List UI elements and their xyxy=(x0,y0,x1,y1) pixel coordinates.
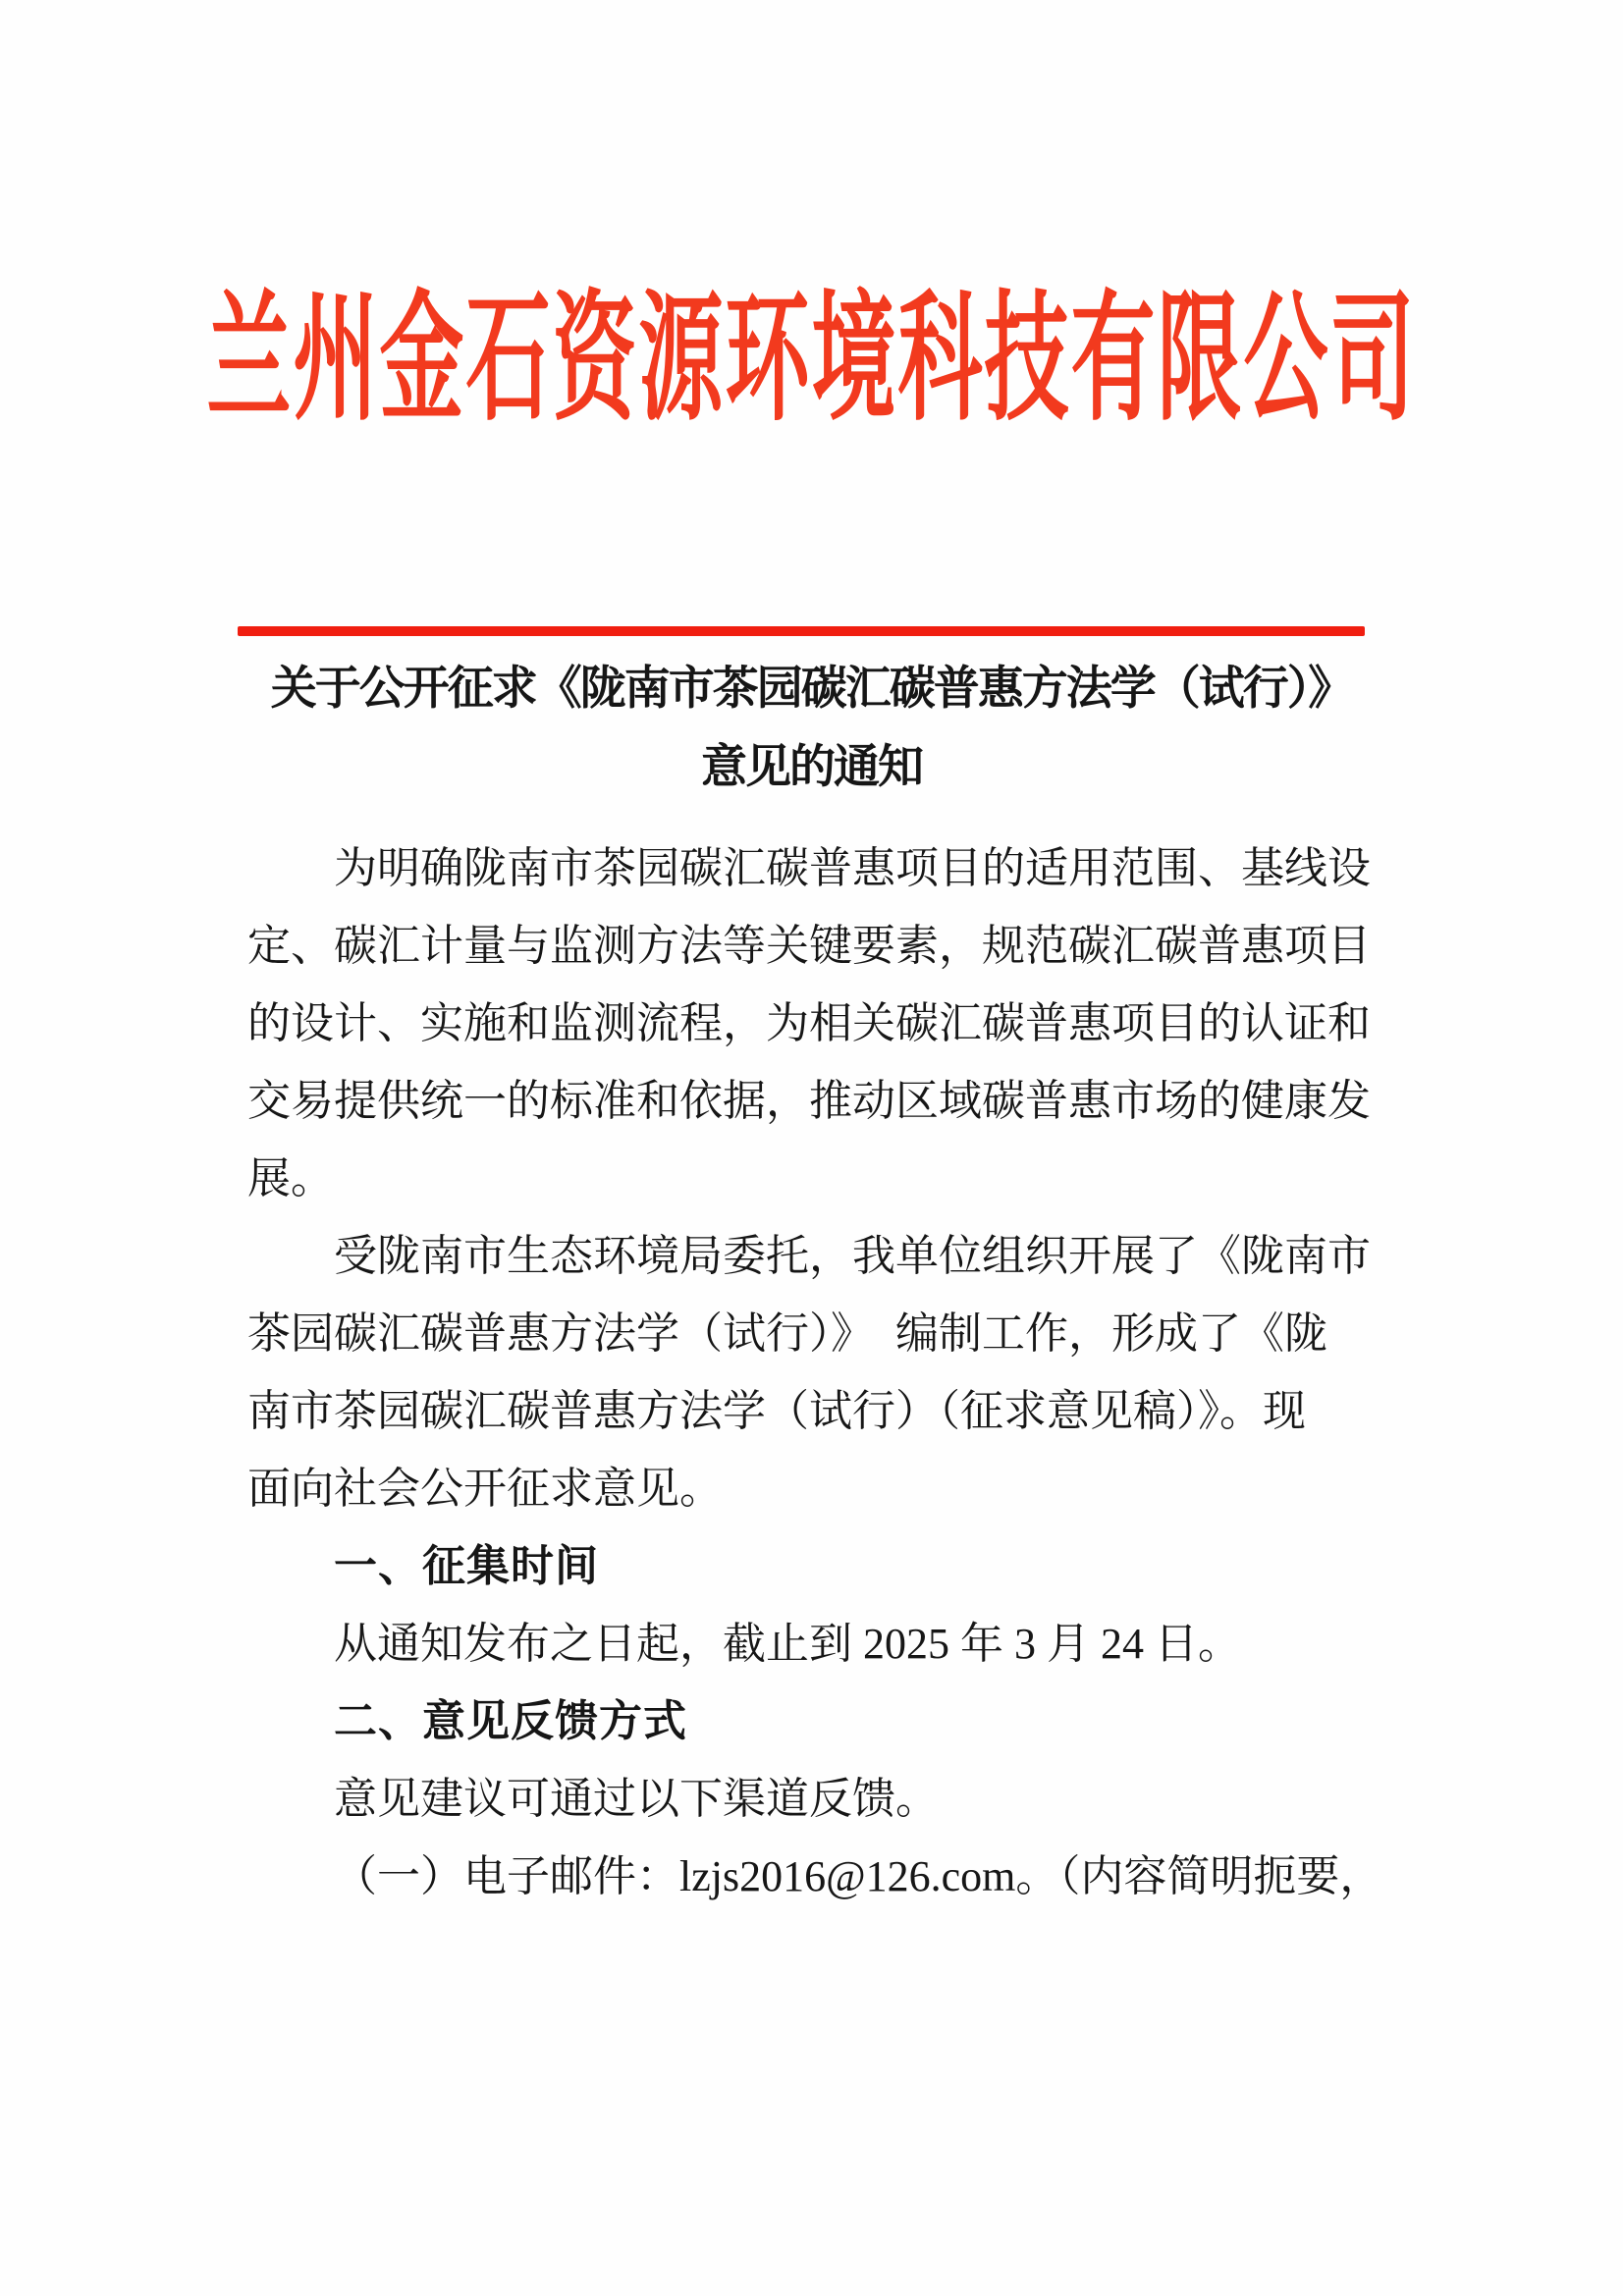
body-line: 为明确陇南市茶园碳汇碳普惠项目的适用范围、基线设 xyxy=(334,844,1371,892)
body-line: 定、碳汇计量与监测方法等关键要素，规范碳汇碳普惠项目 xyxy=(247,922,1371,970)
letterhead-divider-rule xyxy=(238,626,1365,636)
body-line: 展。 xyxy=(247,1154,334,1202)
company-name-title: 兰州金石资源环境科技有限公司 xyxy=(206,281,1417,438)
body-line: 茶园碳汇碳普惠方法学（试行）》 编制工作，形成了《陇 xyxy=(247,1309,1327,1358)
section-heading: 一、征集时间 xyxy=(334,1542,599,1590)
section-heading: 二、意见反馈方式 xyxy=(334,1697,687,1745)
body-line: 意见建议可通过以下渠道反馈。 xyxy=(334,1775,939,1823)
body-line: 从通知发布之日起，截止到 2025 年 3 月 24 日。 xyxy=(334,1620,1241,1668)
letterhead xyxy=(0,253,1623,440)
body-line: 受陇南市生态环境局委托，我单位组织开展了《陇南市 xyxy=(334,1232,1371,1280)
document-title xyxy=(0,650,1623,807)
document-title-line1: 关于公开征求《陇南市茶园碳汇碳普惠方法学（试行）》 xyxy=(270,664,1353,715)
body-line: 的设计、实施和监测流程，为相关碳汇碳普惠项目的认证和 xyxy=(247,999,1371,1047)
body-line: （一）电子邮件：lzjs2016@126.com。（内容简明扼要， xyxy=(334,1852,1383,1900)
document-title-line2: 意见的通知 xyxy=(701,742,922,793)
document-body xyxy=(247,829,1386,1915)
body-line: 交易提供统一的标准和依据，推动区域碳普惠市场的健康发 xyxy=(247,1077,1371,1125)
body-line: 面向社会公开征求意见。 xyxy=(247,1465,723,1513)
body-line: 南市茶园碳汇碳普惠方法学（试行）（征求意见稿）》。现 xyxy=(247,1387,1306,1435)
